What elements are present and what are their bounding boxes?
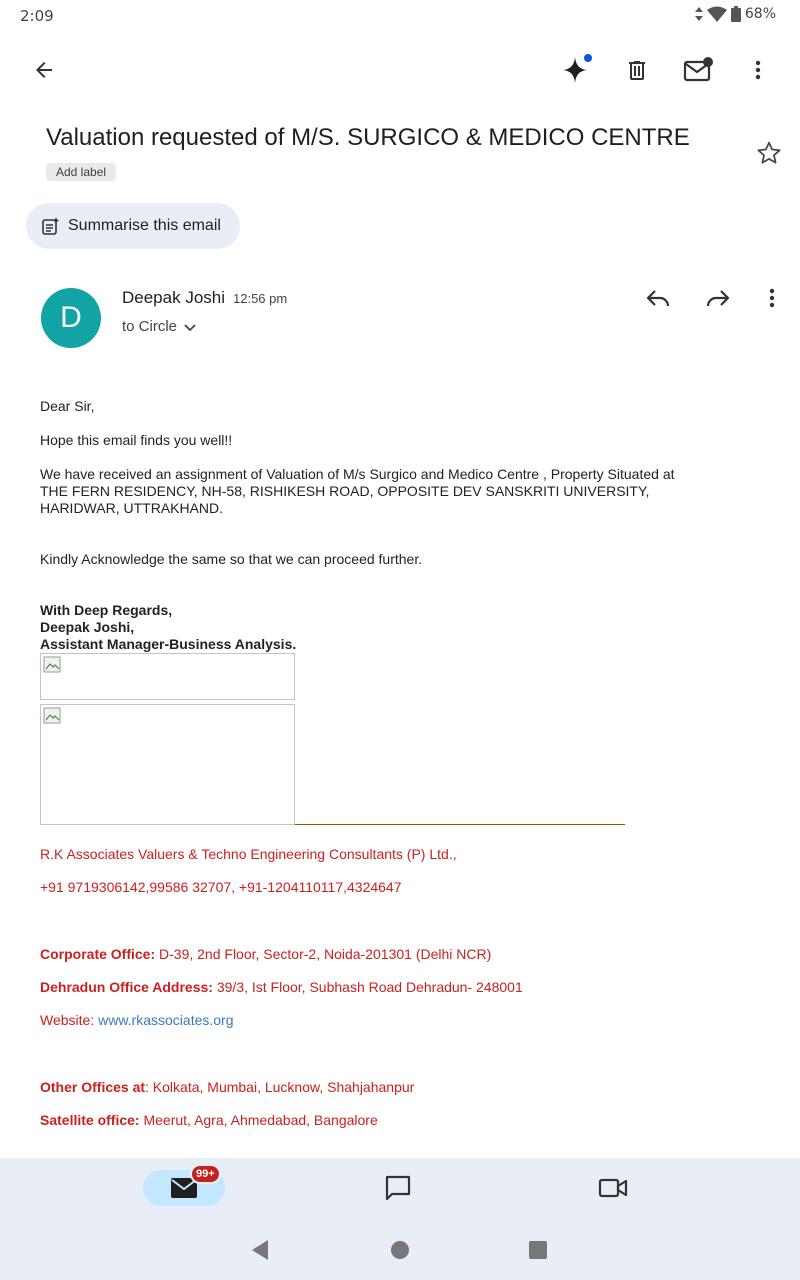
wifi-icon [707,6,727,22]
mail-unread-icon [683,57,713,83]
reply-icon [645,287,671,309]
signature-line: Assistant Manager-Business Analysis. [40,636,297,652]
company-phones: +91 9719306142,99586 32707, +91-1204110117,4324647 [40,879,402,895]
status-time: 2:09 [20,7,54,25]
nav-meet-tab[interactable] [591,1166,635,1210]
video-icon [598,1176,628,1200]
email-subject: Valuation requested of M/S. SURGICO & MEDICO CENTRE [46,124,690,151]
chat-icon [384,1174,412,1202]
body-line: Hope this email finds you well!! [40,432,233,448]
back-button[interactable] [22,48,66,92]
satellite-label: Satellite office: [40,1112,140,1128]
add-label-chip[interactable]: Add label [46,163,116,181]
corporate-label: Corporate Office: [40,946,156,962]
website-label: Website: [40,1012,99,1028]
summary-sparkle-icon [42,217,60,235]
forward-icon [705,287,731,309]
signature-divider [295,824,625,825]
dehradun-address: 39/3, Ist Floor, Subhash Road Dehradun- 248001 [212,979,523,995]
square-recents-icon [528,1240,548,1260]
dehradun-office [40,979,740,996]
summarise-label: Summarise this email [68,217,221,234]
corporate-office [40,946,740,963]
recipients-toggle[interactable] [122,318,197,335]
more-options-button[interactable] [736,48,780,92]
sender-name: Deepak Joshi [122,288,226,307]
sender-avatar[interactable]: D [41,288,101,348]
other-offices-label: Other Offices at [40,1079,146,1095]
signature-line: Deepak Joshi, [40,619,135,635]
arrow-back-icon [32,58,56,82]
more-vert-icon [760,286,784,310]
system-home-button[interactable] [378,1228,422,1272]
email-time: 12:56 pm [233,291,288,306]
system-recents-button[interactable] [516,1228,560,1272]
message-more-button[interactable] [750,276,794,320]
satellite-list: Meerut, Agra, Ahmedabad, Bangalore [139,1112,378,1128]
sparkle-icon [559,53,593,87]
broken-image-icon [43,707,63,725]
more-vert-icon [746,58,770,82]
corporate-address: D-39, 2nd Floor, Sector-2, Noida-201301 (Delhi NCR) [155,946,492,962]
satellite-office [40,1112,740,1129]
status-bar [0,0,800,32]
mark-unread-button[interactable] [676,48,720,92]
battery-level: 68% [744,6,776,22]
body-paragraph: Kindly Acknowledge the same so that we can proceed further. [40,551,423,567]
greeting: Dear Sir, [40,398,95,414]
recipients-label: to Circle [122,318,178,335]
signature-line: With Deep Regards, [40,602,173,618]
company-name: R.K Associates Valuers & Techno Engineering Consultants (P) Ltd., [40,846,457,862]
data-arrows-icon [695,7,703,21]
broken-image-icon [43,656,63,674]
forward-button[interactable] [696,276,740,320]
unread-count-badge: 99+ [190,1164,221,1184]
other-offices-list: : Kolkata, Mumbai, Lucknow, Shahjahanpur [145,1079,415,1095]
gemini-button[interactable] [554,48,598,92]
battery-icon [731,6,741,22]
summarise-email-button[interactable] [26,203,240,249]
circle-home-icon [390,1240,410,1260]
dehradun-label: Dehradun Office Address: [40,979,213,995]
trash-icon [625,58,649,82]
other-offices [40,1079,740,1096]
website-link[interactable]: www.rkassociates.org [98,1012,234,1028]
signature-image-placeholder [40,653,295,700]
delete-button[interactable] [615,48,659,92]
chevron-down-icon [183,320,197,334]
status-icons [695,6,776,22]
body-paragraph: We have received an assignment of Valuation of M/s Surgico and Medico Centre , Property Situated at THE FERN RESIDENCY, NH-58, RISHIKESH ROAD, OPPOSITE DEV SANSKRITI UNIVERSITY, HARIDWAR, UTTRAKHAND. [40,466,675,516]
star-outline-icon [756,140,782,166]
system-back-button[interactable] [238,1228,282,1272]
reply-button[interactable] [636,276,680,320]
star-button[interactable] [748,132,790,174]
nav-chat-tab[interactable] [376,1166,420,1210]
triangle-back-icon [250,1239,270,1261]
website-line [40,1012,740,1029]
logo-image-placeholder [40,704,295,825]
